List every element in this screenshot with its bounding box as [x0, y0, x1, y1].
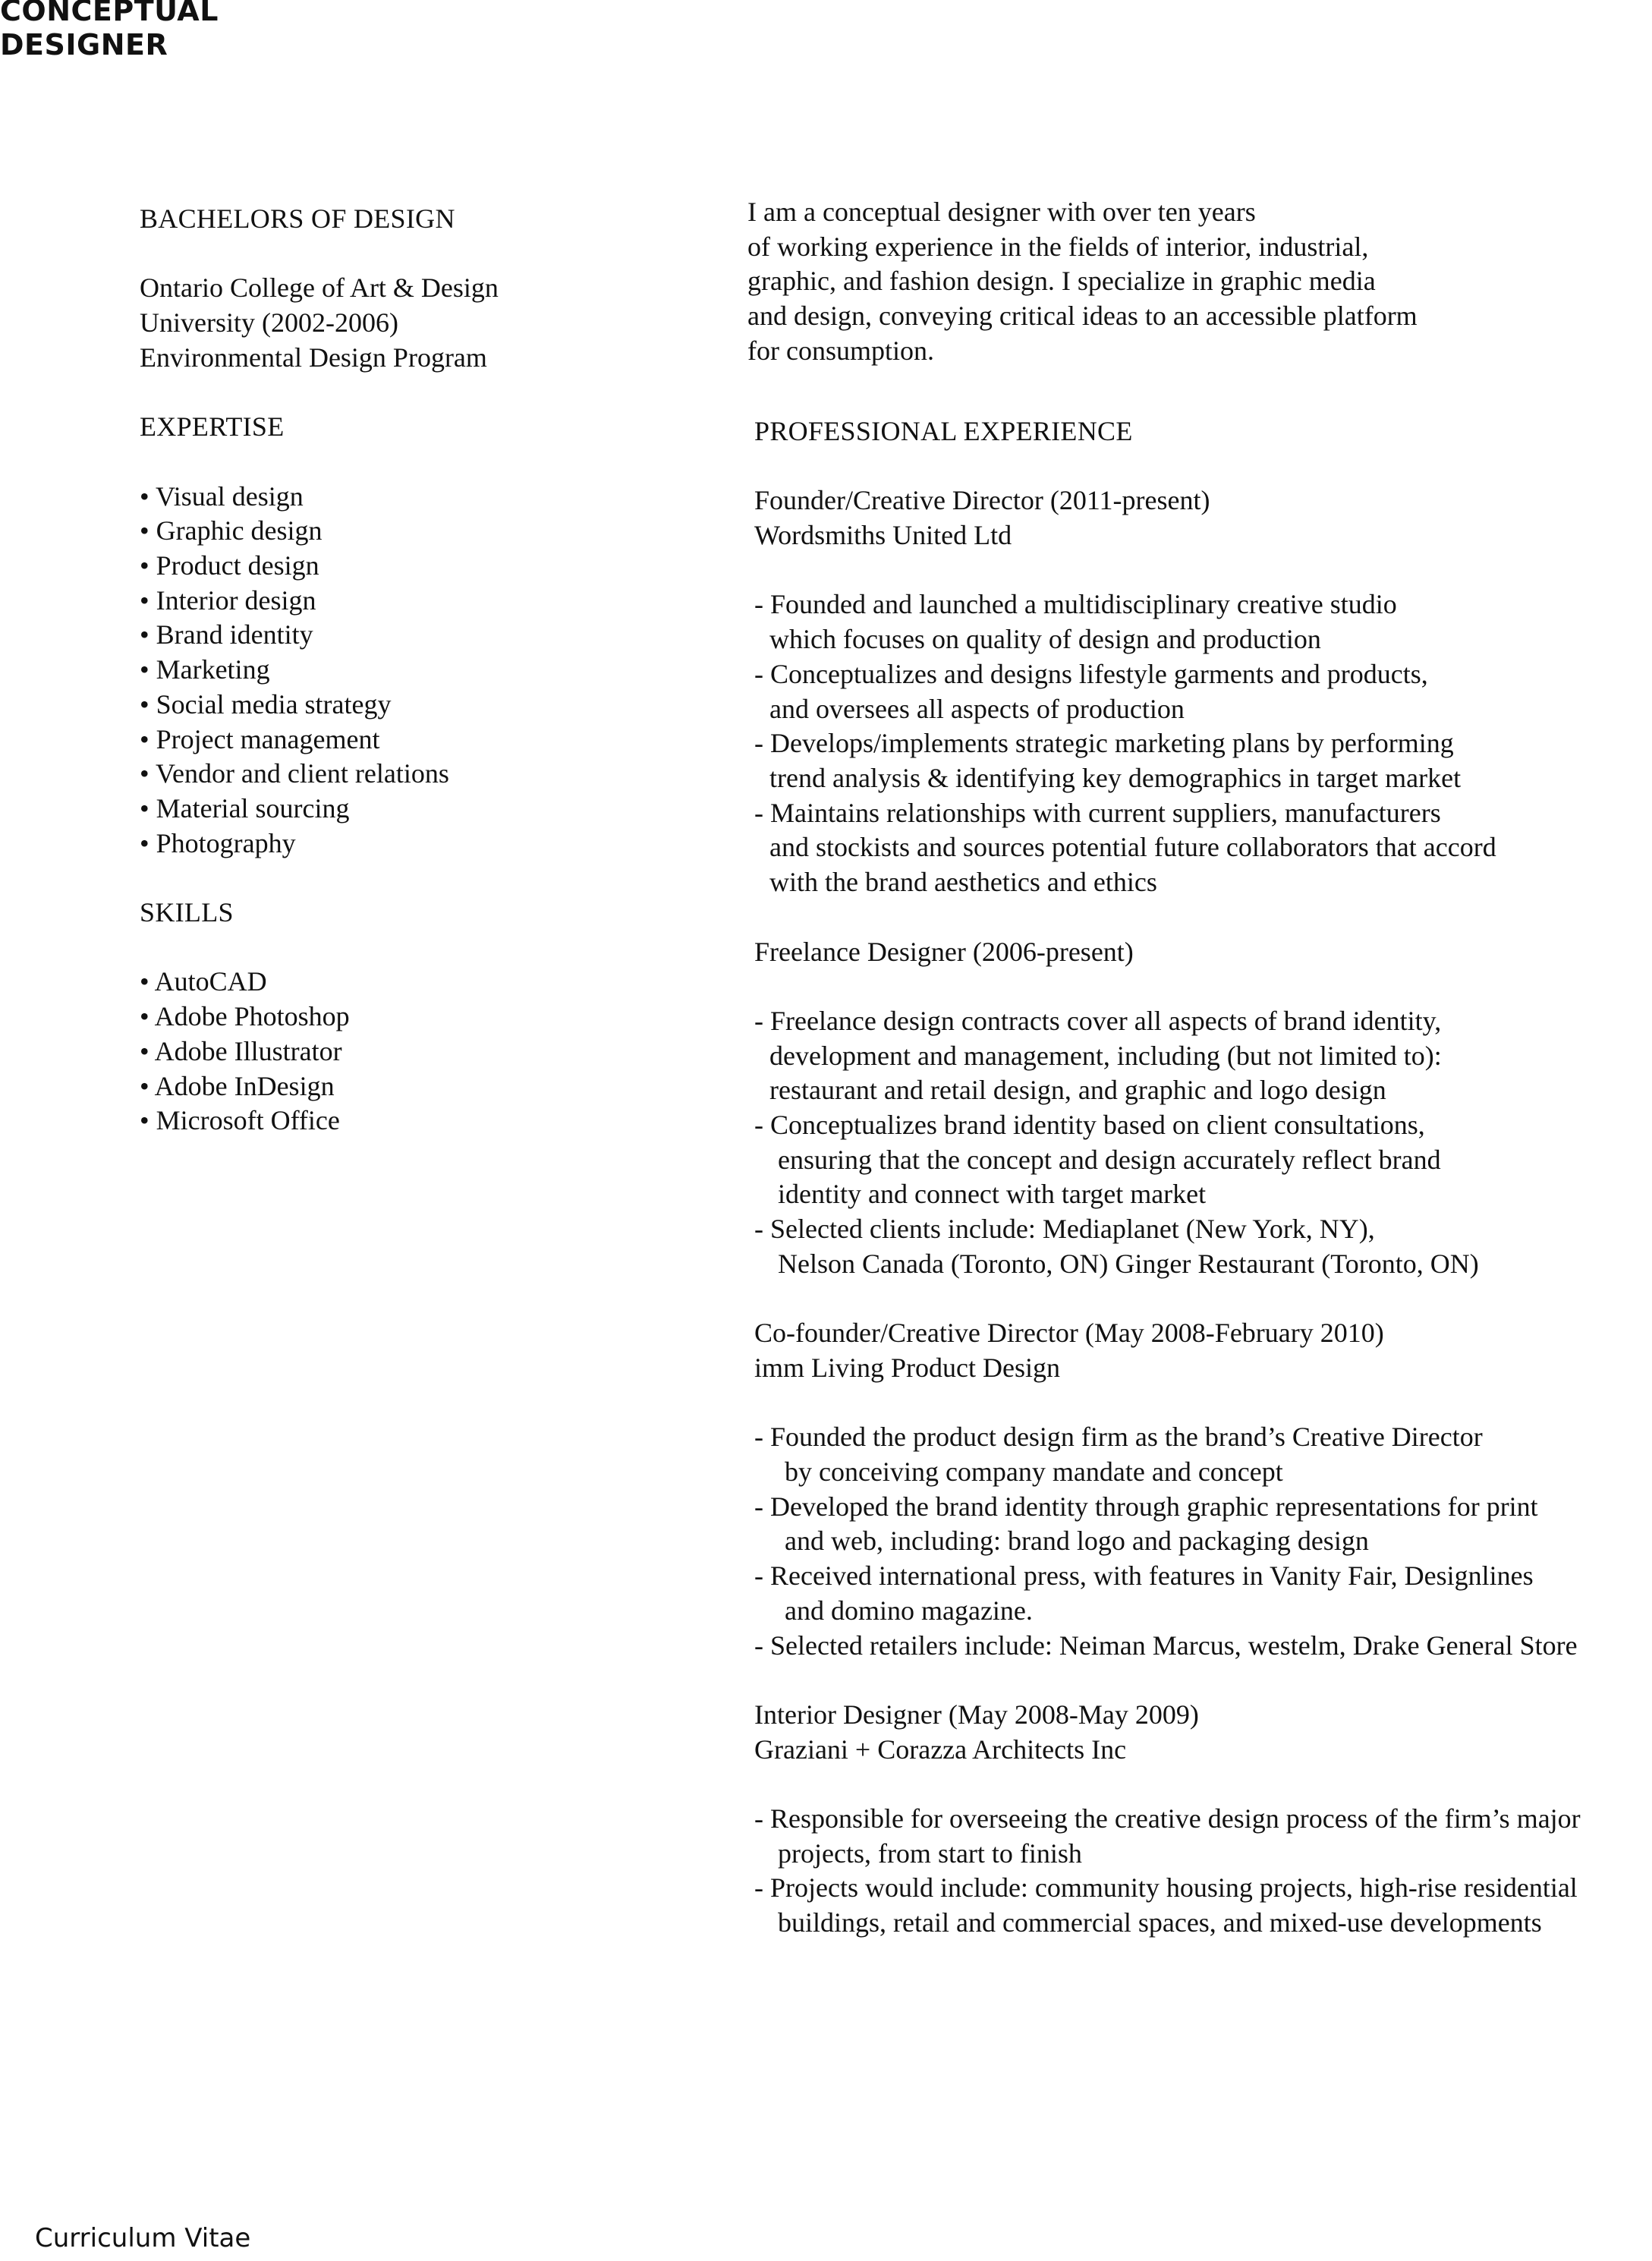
expertise-item: • Marketing [140, 654, 270, 685]
job-bullet-cont: projects, from start to finish [778, 1837, 1082, 1869]
expertise-item: • Project management [140, 723, 380, 754]
job-bullet-cont: ensuring that the concept and design accurately reflect brand [778, 1144, 1441, 1175]
expertise-item: • Interior design [140, 584, 316, 616]
expertise-item: • Graphic design [140, 515, 323, 546]
title-line-1: CONCEPTUAL [0, 0, 219, 27]
job-bullet: - Developed the brand identity through graphic representations for print [754, 1491, 1538, 1522]
title-line-2: DESIGNER [0, 28, 168, 61]
intro-line: I am a conceptual designer with over ten years [747, 197, 1256, 227]
education-heading: BACHELORS OF DESIGN [140, 203, 455, 234]
job-bullet-cont: with the brand aesthetics and ethics [769, 867, 1157, 898]
job-bullet: - Founded the product design firm as the brand’s Creative Director [754, 1422, 1483, 1453]
job-bullet-cont: trend analysis & identifying key demographics in target market [769, 763, 1462, 793]
job-bullet: - Selected clients include: Mediaplanet (New York, NY), [754, 1214, 1375, 1245]
page-title [0, 0, 219, 62]
job-bullet-cont: restaurant and retail design, and graphic and logo design [769, 1075, 1386, 1106]
footer-label: Curriculum Vitae [35, 2223, 251, 2253]
job-bullet: - Develops/implements strategic marketing plans by performing [754, 728, 1454, 759]
job-title: Co-founder/Creative Director (May 2008-February 2010) [754, 1318, 1384, 1349]
job-bullet-cont: identity and connect with target market [778, 1179, 1207, 1210]
job-bullet-cont: and stockists and sources potential future collaborators that accord [769, 832, 1496, 863]
job-bullet: - Freelance design contracts cover all aspects of brand identity, [754, 1005, 1442, 1036]
intro-line: graphic, and fashion design. I specialize in graphic media [747, 266, 1376, 297]
expertise-item: • Product design [140, 550, 319, 581]
job-title: Interior Designer (May 2008-May 2009) [754, 1699, 1199, 1730]
job-bullet-cont: and web, including: brand logo and packaging design [785, 1526, 1369, 1557]
intro-paragraph [747, 195, 1650, 369]
job-bullet: - Responsible for overseeing the creative design process of the firm’s major [754, 1803, 1581, 1834]
expertise-item: • Photography [140, 827, 296, 858]
job-bullet-cont: development and management, including (but not limited to): [769, 1040, 1442, 1071]
job-bullet: - Founded and launched a multidisciplinary creative studio [754, 589, 1397, 620]
skills-item: • Adobe Photoshop [140, 1001, 350, 1032]
job-company: Graziani + Corazza Architects Inc [754, 1734, 1127, 1765]
job-bullet: - Projects would include: community housing projects, high-rise residential [754, 1872, 1578, 1904]
job-bullet-cont: which focuses on quality of design and production [769, 624, 1321, 655]
education-line: Ontario College of Art & Design [140, 272, 499, 304]
job-company: imm Living Product Design [754, 1352, 1060, 1383]
skills-item: • Adobe Illustrator [140, 1035, 342, 1066]
job-bullet: - Conceptualizes and designs lifestyle garments and products, [754, 658, 1428, 689]
education-line: Environmental Design Program [140, 342, 487, 373]
job-bullet: - Conceptualizes brand identity based on client consultations, [754, 1110, 1425, 1140]
skills-item: • Microsoft Office [140, 1105, 340, 1136]
job-company: Wordsmiths United Ltd [754, 520, 1012, 551]
skills-item: • AutoCAD [140, 966, 267, 997]
intro-line: for consumption. [747, 335, 934, 366]
skills-heading: SKILLS [140, 897, 234, 927]
education-line: University (2002-2006) [140, 307, 398, 339]
expertise-item: • Vendor and client relations [140, 758, 449, 789]
experience-section [754, 414, 1581, 1941]
expertise-item: • Social media strategy [140, 688, 392, 720]
job-bullet: - Maintains relationships with current suppliers, manufacturers [754, 797, 1441, 828]
intro-line: and design, conveying critical ideas to an accessible platform [747, 301, 1418, 332]
job-bullet-cont: Nelson Canada (Toronto, ON) Ginger Restaurant (Toronto, ON) [778, 1248, 1479, 1279]
experience-heading: PROFESSIONAL EXPERIENCE [754, 416, 1133, 446]
job-bullet-cont: and domino magazine. [785, 1595, 1033, 1626]
job-bullet: - Received international press, with features in Vanity Fair, Designlines [754, 1560, 1534, 1592]
job-bullet-cont: and oversees all aspects of production [769, 693, 1185, 724]
left-column [140, 202, 732, 1138]
skills-item: • Adobe InDesign [140, 1070, 335, 1101]
expertise-item: • Brand identity [140, 619, 313, 650]
job-bullet: - Selected retailers include: Neiman Marcus, westelm, Drake General Store [754, 1630, 1578, 1661]
expertise-item: • Visual design [140, 480, 304, 512]
expertise-heading: EXPERTISE [140, 411, 285, 442]
job-bullet-cont: by conceiving company mandate and concept [785, 1456, 1283, 1487]
expertise-item: • Material sourcing [140, 792, 350, 823]
job-title: Freelance Designer (2006-present) [754, 936, 1134, 967]
job-bullet-cont: buildings, retail and commercial spaces, and mixed-use developments [778, 1907, 1542, 1938]
job-title: Founder/Creative Director (2011-present) [754, 485, 1210, 516]
intro-line: of working experience in the fields of interior, industrial, [747, 231, 1369, 262]
